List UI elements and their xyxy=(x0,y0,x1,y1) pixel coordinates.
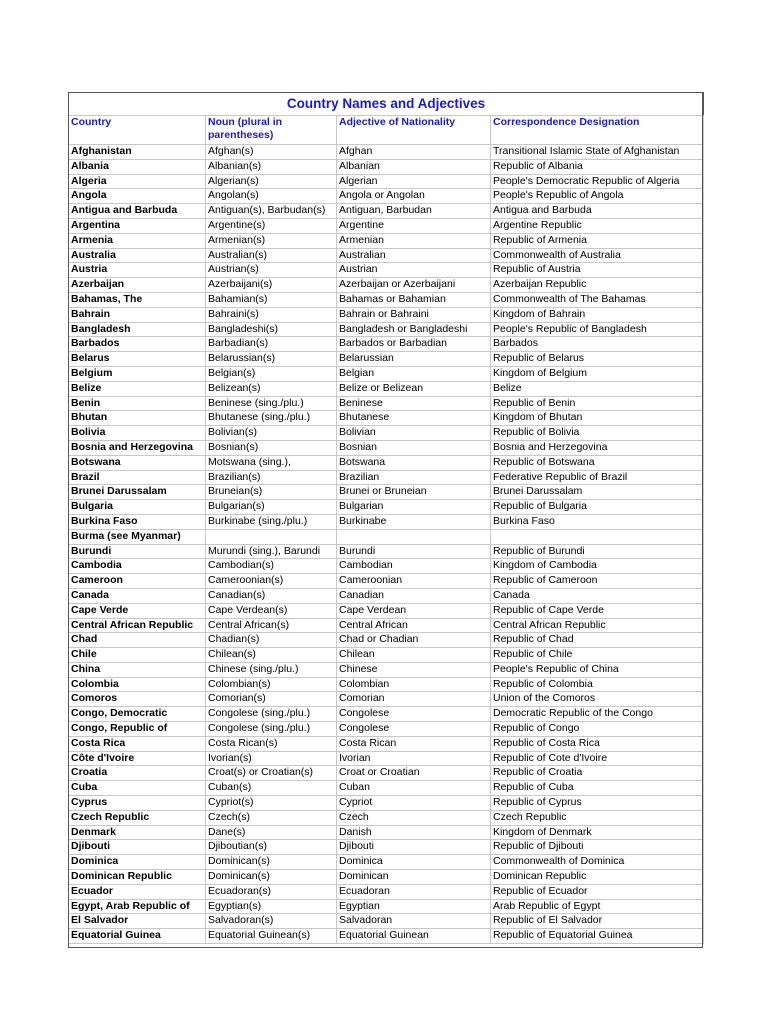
country-cell: Costa Rica xyxy=(69,736,206,751)
adjective-cell: Bolivian xyxy=(337,426,491,441)
designation-cell: Democratic Republic of the Congo xyxy=(491,707,704,722)
noun-cell: Cuban(s) xyxy=(206,781,337,796)
country-table-sheet xyxy=(68,92,703,944)
noun-cell: Dominican(s) xyxy=(206,855,337,870)
country-cell: Comoros xyxy=(69,692,206,707)
adjective-cell: Cape Verdean xyxy=(337,603,491,618)
table-row xyxy=(69,352,704,367)
adjective-cell: Cuban xyxy=(337,781,491,796)
table-row xyxy=(69,544,704,559)
designation-cell: Republic of Cuba xyxy=(491,781,704,796)
country-cell: Cyprus xyxy=(69,796,206,811)
table-row xyxy=(69,529,704,544)
adjective-cell: Barbados or Barbadian xyxy=(337,337,491,352)
designation-cell: Canada xyxy=(491,588,704,603)
adjective-cell: Bahrain or Bahraini xyxy=(337,307,491,322)
country-cell: Ecuador xyxy=(69,884,206,899)
noun-cell: Argentine(s) xyxy=(206,218,337,233)
designation-cell: People's Republic of Bangladesh xyxy=(491,322,704,337)
noun-cell: Angolan(s) xyxy=(206,189,337,204)
designation-cell: Czech Republic xyxy=(491,810,704,825)
country-cell: Angola xyxy=(69,189,206,204)
table-row xyxy=(69,278,704,293)
table-row xyxy=(69,929,704,944)
noun-cell: Djiboutian(s) xyxy=(206,840,337,855)
designation-cell: Republic of Benin xyxy=(491,396,704,411)
table-row xyxy=(69,381,704,396)
country-cell: Benin xyxy=(69,396,206,411)
adjective-cell: Chad or Chadian xyxy=(337,633,491,648)
table-row xyxy=(69,796,704,811)
table-row xyxy=(69,899,704,914)
noun-cell: Equatorial Guinean(s) xyxy=(206,929,337,944)
country-cell: Dominica xyxy=(69,855,206,870)
country-cell: Congo, Republic of xyxy=(69,722,206,737)
table-row xyxy=(69,884,704,899)
table-row xyxy=(69,855,704,870)
country-cell: China xyxy=(69,662,206,677)
noun-cell: Australian(s) xyxy=(206,248,337,263)
country-cell: Afghanistan xyxy=(69,145,206,160)
country-table xyxy=(68,92,704,944)
noun-cell: Algerian(s) xyxy=(206,174,337,189)
table-row xyxy=(69,337,704,352)
table-row xyxy=(69,411,704,426)
designation-cell: Republic of Armenia xyxy=(491,233,704,248)
noun-cell: Central African(s) xyxy=(206,618,337,633)
header-designation: Correspondence Designation xyxy=(491,116,704,145)
adjective-cell: Belgian xyxy=(337,366,491,381)
country-cell: Brazil xyxy=(69,470,206,485)
adjective-cell: Chilean xyxy=(337,648,491,663)
designation-cell: People's Republic of Angola xyxy=(491,189,704,204)
designation-cell: Republic of Chad xyxy=(491,633,704,648)
table-row xyxy=(69,322,704,337)
country-cell: El Salvador xyxy=(69,914,206,929)
designation-cell: Bosnia and Herzegovina xyxy=(491,440,704,455)
table-row xyxy=(69,840,704,855)
adjective-cell: Cambodian xyxy=(337,559,491,574)
adjective-cell: Bosnian xyxy=(337,440,491,455)
table-row xyxy=(69,248,704,263)
table-row xyxy=(69,677,704,692)
country-cell: Barbados xyxy=(69,337,206,352)
adjective-cell: Croat or Croatian xyxy=(337,766,491,781)
country-cell: Antigua and Barbuda xyxy=(69,204,206,219)
noun-cell: Chadian(s) xyxy=(206,633,337,648)
table-header-row xyxy=(69,116,704,145)
country-cell: Bahamas, The xyxy=(69,292,206,307)
designation-cell: Dominican Republic xyxy=(491,870,704,885)
designation-cell: Argentine Republic xyxy=(491,218,704,233)
adjective-cell: Austrian xyxy=(337,263,491,278)
adjective-cell: Salvadoran xyxy=(337,914,491,929)
country-cell: Colombia xyxy=(69,677,206,692)
country-cell: Cape Verde xyxy=(69,603,206,618)
adjective-cell: Belarussian xyxy=(337,352,491,367)
adjective-cell: Botswana xyxy=(337,455,491,470)
adjective-cell: Ecuadoran xyxy=(337,884,491,899)
table-row xyxy=(69,470,704,485)
country-cell: Croatia xyxy=(69,766,206,781)
adjective-cell: Congolese xyxy=(337,722,491,737)
country-cell: Côte d'Ivoire xyxy=(69,751,206,766)
table-row xyxy=(69,159,704,174)
table-row xyxy=(69,825,704,840)
adjective-cell: Azerbaijan or Azerbaijani xyxy=(337,278,491,293)
noun-cell: Dane(s) xyxy=(206,825,337,840)
table-row xyxy=(69,485,704,500)
designation-cell: Republic of Burundi xyxy=(491,544,704,559)
designation-cell: Federative Republic of Brazil xyxy=(491,470,704,485)
noun-cell: Burkinabe (sing./plu.) xyxy=(206,514,337,529)
noun-cell: Colombian(s) xyxy=(206,677,337,692)
adjective-cell: Afghan xyxy=(337,145,491,160)
adjective-cell: Chinese xyxy=(337,662,491,677)
adjective-cell: Equatorial Guinean xyxy=(337,929,491,944)
adjective-cell: Albanian xyxy=(337,159,491,174)
country-cell: Burma (see Myanmar) xyxy=(69,529,206,544)
adjective-cell: Angola or Angolan xyxy=(337,189,491,204)
noun-cell: Bahraini(s) xyxy=(206,307,337,322)
designation-cell: Republic of Cameroon xyxy=(491,574,704,589)
country-cell: Armenia xyxy=(69,233,206,248)
designation-cell: People's Democratic Republic of Algeria xyxy=(491,174,704,189)
designation-cell: Union of the Comoros xyxy=(491,692,704,707)
noun-cell: Dominican(s) xyxy=(206,870,337,885)
adjective-cell: Antiguan, Barbudan xyxy=(337,204,491,219)
country-cell: Chad xyxy=(69,633,206,648)
country-cell: Czech Republic xyxy=(69,810,206,825)
country-cell: Belize xyxy=(69,381,206,396)
designation-cell: Republic of Croatia xyxy=(491,766,704,781)
adjective-cell: Australian xyxy=(337,248,491,263)
country-cell: Canada xyxy=(69,588,206,603)
designation-cell: Arab Republic of Egypt xyxy=(491,899,704,914)
noun-cell: Belizean(s) xyxy=(206,381,337,396)
country-cell: Cameroon xyxy=(69,574,206,589)
country-cell: Belarus xyxy=(69,352,206,367)
adjective-cell: Beninese xyxy=(337,396,491,411)
table-row xyxy=(69,588,704,603)
table-row xyxy=(69,914,704,929)
adjective-cell: Bangladesh or Bangladeshi xyxy=(337,322,491,337)
designation-cell: Transitional Islamic State of Afghanistan xyxy=(491,145,704,160)
designation-cell: Republic of Botswana xyxy=(491,455,704,470)
adjective-cell: Brazilian xyxy=(337,470,491,485)
table-row xyxy=(69,722,704,737)
noun-cell: Bahamian(s) xyxy=(206,292,337,307)
adjective-cell: Comorian xyxy=(337,692,491,707)
designation-cell: Republic of Belarus xyxy=(491,352,704,367)
country-cell: Azerbaijan xyxy=(69,278,206,293)
designation-cell: Antigua and Barbuda xyxy=(491,204,704,219)
noun-cell: Salvadoran(s) xyxy=(206,914,337,929)
table-row xyxy=(69,145,704,160)
table-title: Country Names and Adjectives xyxy=(69,93,704,116)
table-row xyxy=(69,366,704,381)
country-cell: Bosnia and Herzegovina xyxy=(69,440,206,455)
designation-cell: People's Republic of China xyxy=(491,662,704,677)
adjective-cell: Argentine xyxy=(337,218,491,233)
country-cell: Burkina Faso xyxy=(69,514,206,529)
designation-cell: Republic of Cote d'Ivoire xyxy=(491,751,704,766)
country-cell: Albania xyxy=(69,159,206,174)
noun-cell: Beninese (sing./plu.) xyxy=(206,396,337,411)
designation-cell: Kingdom of Bhutan xyxy=(491,411,704,426)
designation-cell: Republic of Costa Rica xyxy=(491,736,704,751)
table-title-row xyxy=(69,93,704,116)
designation-cell: Barbados xyxy=(491,337,704,352)
table-row xyxy=(69,307,704,322)
designation-cell: Brunei Darussalam xyxy=(491,485,704,500)
designation-cell: Kingdom of Cambodia xyxy=(491,559,704,574)
noun-cell: Belarussian(s) xyxy=(206,352,337,367)
noun-cell: Bangladeshi(s) xyxy=(206,322,337,337)
country-cell: Dominican Republic xyxy=(69,870,206,885)
noun-cell: Afghan(s) xyxy=(206,145,337,160)
designation-cell: Republic of Albania xyxy=(491,159,704,174)
table-row xyxy=(69,218,704,233)
noun-cell: Motswana (sing.), xyxy=(206,455,337,470)
adjective-cell: Czech xyxy=(337,810,491,825)
designation-cell xyxy=(491,529,704,544)
country-cell: Bangladesh xyxy=(69,322,206,337)
designation-cell: Republic of Cyprus xyxy=(491,796,704,811)
designation-cell: Republic of Bolivia xyxy=(491,426,704,441)
noun-cell: Ivorian(s) xyxy=(206,751,337,766)
adjective-cell: Djibouti xyxy=(337,840,491,855)
table-row xyxy=(69,751,704,766)
designation-cell: Kingdom of Belgium xyxy=(491,366,704,381)
noun-cell: Bolivian(s) xyxy=(206,426,337,441)
noun-cell: Costa Rican(s) xyxy=(206,736,337,751)
designation-cell: Republic of Bulgaria xyxy=(491,500,704,515)
noun-cell: Murundi (sing.), Barundi xyxy=(206,544,337,559)
noun-cell: Brazilian(s) xyxy=(206,470,337,485)
country-cell: Algeria xyxy=(69,174,206,189)
country-cell: Cuba xyxy=(69,781,206,796)
country-cell: Egypt, Arab Republic of xyxy=(69,899,206,914)
country-cell: Burundi xyxy=(69,544,206,559)
adjective-cell: Central African xyxy=(337,618,491,633)
noun-cell: Cape Verdean(s) xyxy=(206,603,337,618)
noun-cell: Chinese (sing./plu.) xyxy=(206,662,337,677)
designation-cell: Central African Republic xyxy=(491,618,704,633)
noun-cell: Belgian(s) xyxy=(206,366,337,381)
noun-cell: Antiguan(s), Barbudan(s) xyxy=(206,204,337,219)
country-cell: Central African Republic xyxy=(69,618,206,633)
country-cell: Denmark xyxy=(69,825,206,840)
adjective-cell: Cypriot xyxy=(337,796,491,811)
adjective-cell: Bulgarian xyxy=(337,500,491,515)
table-row xyxy=(69,870,704,885)
noun-cell: Bosnian(s) xyxy=(206,440,337,455)
country-cell: Bahrain xyxy=(69,307,206,322)
table-row xyxy=(69,455,704,470)
table-row xyxy=(69,736,704,751)
noun-cell: Ecuadoran(s) xyxy=(206,884,337,899)
designation-cell: Republic of Chile xyxy=(491,648,704,663)
adjective-cell: Bhutanese xyxy=(337,411,491,426)
adjective-cell xyxy=(337,529,491,544)
noun-cell: Egyptian(s) xyxy=(206,899,337,914)
noun-cell: Azerbaijani(s) xyxy=(206,278,337,293)
adjective-cell: Belize or Belizean xyxy=(337,381,491,396)
adjective-cell: Costa Rican xyxy=(337,736,491,751)
country-cell: Bolivia xyxy=(69,426,206,441)
adjective-cell: Armenian xyxy=(337,233,491,248)
table-row xyxy=(69,618,704,633)
adjective-cell: Bahamas or Bahamian xyxy=(337,292,491,307)
adjective-cell: Burkinabe xyxy=(337,514,491,529)
country-cell: Djibouti xyxy=(69,840,206,855)
noun-cell: Chilean(s) xyxy=(206,648,337,663)
table-row xyxy=(69,766,704,781)
noun-cell: Albanian(s) xyxy=(206,159,337,174)
designation-cell: Republic of Ecuador xyxy=(491,884,704,899)
table-row xyxy=(69,781,704,796)
table-row xyxy=(69,707,704,722)
country-cell: Australia xyxy=(69,248,206,263)
designation-cell: Republic of Colombia xyxy=(491,677,704,692)
designation-cell: Burkina Faso xyxy=(491,514,704,529)
table-row xyxy=(69,810,704,825)
noun-cell: Bhutanese (sing./plu.) xyxy=(206,411,337,426)
table-row xyxy=(69,396,704,411)
country-cell: Chile xyxy=(69,648,206,663)
designation-cell: Azerbaijan Republic xyxy=(491,278,704,293)
table-row xyxy=(69,500,704,515)
country-cell: Cambodia xyxy=(69,559,206,574)
noun-cell xyxy=(206,529,337,544)
country-cell: Bhutan xyxy=(69,411,206,426)
adjective-cell: Congolese xyxy=(337,707,491,722)
adjective-cell: Dominica xyxy=(337,855,491,870)
table-row xyxy=(69,263,704,278)
country-cell: Congo, Democratic xyxy=(69,707,206,722)
noun-cell: Bruneian(s) xyxy=(206,485,337,500)
table-row xyxy=(69,426,704,441)
noun-cell: Barbadian(s) xyxy=(206,337,337,352)
table-row xyxy=(69,559,704,574)
adjective-cell: Danish xyxy=(337,825,491,840)
adjective-cell: Burundi xyxy=(337,544,491,559)
noun-cell: Comorian(s) xyxy=(206,692,337,707)
designation-cell: Republic of Austria xyxy=(491,263,704,278)
designation-cell: Kingdom of Bahrain xyxy=(491,307,704,322)
designation-cell: Commonwealth of Australia xyxy=(491,248,704,263)
noun-cell: Canadian(s) xyxy=(206,588,337,603)
noun-cell: Bulgarian(s) xyxy=(206,500,337,515)
adjective-cell: Colombian xyxy=(337,677,491,692)
table-row xyxy=(69,292,704,307)
designation-cell: Republic of Djibouti xyxy=(491,840,704,855)
table-row xyxy=(69,662,704,677)
table-row xyxy=(69,603,704,618)
table-row xyxy=(69,514,704,529)
table-row xyxy=(69,204,704,219)
table-row xyxy=(69,692,704,707)
designation-cell: Commonwealth of The Bahamas xyxy=(491,292,704,307)
country-cell: Brunei Darussalam xyxy=(69,485,206,500)
noun-cell: Congolese (sing./plu.) xyxy=(206,707,337,722)
designation-cell: Republic of Cape Verde xyxy=(491,603,704,618)
country-cell: Equatorial Guinea xyxy=(69,929,206,944)
country-cell: Austria xyxy=(69,263,206,278)
designation-cell: Belize xyxy=(491,381,704,396)
designation-cell: Republic of Congo xyxy=(491,722,704,737)
table-row xyxy=(69,440,704,455)
country-cell: Argentina xyxy=(69,218,206,233)
table-row xyxy=(69,648,704,663)
designation-cell: Kingdom of Denmark xyxy=(491,825,704,840)
adjective-cell: Algerian xyxy=(337,174,491,189)
table-row xyxy=(69,174,704,189)
designation-cell: Republic of Equatorial Guinea xyxy=(491,929,704,944)
noun-cell: Cameroonian(s) xyxy=(206,574,337,589)
country-cell: Belgium xyxy=(69,366,206,381)
noun-cell: Congolese (sing./plu.) xyxy=(206,722,337,737)
noun-cell: Czech(s) xyxy=(206,810,337,825)
table-row xyxy=(69,189,704,204)
adjective-cell: Egyptian xyxy=(337,899,491,914)
adjective-cell: Ivorian xyxy=(337,751,491,766)
header-country: Country xyxy=(69,116,206,145)
noun-cell: Armenian(s) xyxy=(206,233,337,248)
header-adjective: Adjective of Nationality xyxy=(337,116,491,145)
table-row xyxy=(69,574,704,589)
adjective-cell: Dominican xyxy=(337,870,491,885)
designation-cell: Commonwealth of Dominica xyxy=(491,855,704,870)
adjective-cell: Canadian xyxy=(337,588,491,603)
country-cell: Bulgaria xyxy=(69,500,206,515)
header-noun: Noun (plural in parentheses) xyxy=(206,116,337,145)
noun-cell: Cambodian(s) xyxy=(206,559,337,574)
table-row xyxy=(69,233,704,248)
noun-cell: Cypriot(s) xyxy=(206,796,337,811)
noun-cell: Austrian(s) xyxy=(206,263,337,278)
designation-cell: Republic of El Salvador xyxy=(491,914,704,929)
table-row xyxy=(69,633,704,648)
noun-cell: Croat(s) or Croatian(s) xyxy=(206,766,337,781)
country-cell: Botswana xyxy=(69,455,206,470)
adjective-cell: Cameroonian xyxy=(337,574,491,589)
adjective-cell: Brunei or Bruneian xyxy=(337,485,491,500)
